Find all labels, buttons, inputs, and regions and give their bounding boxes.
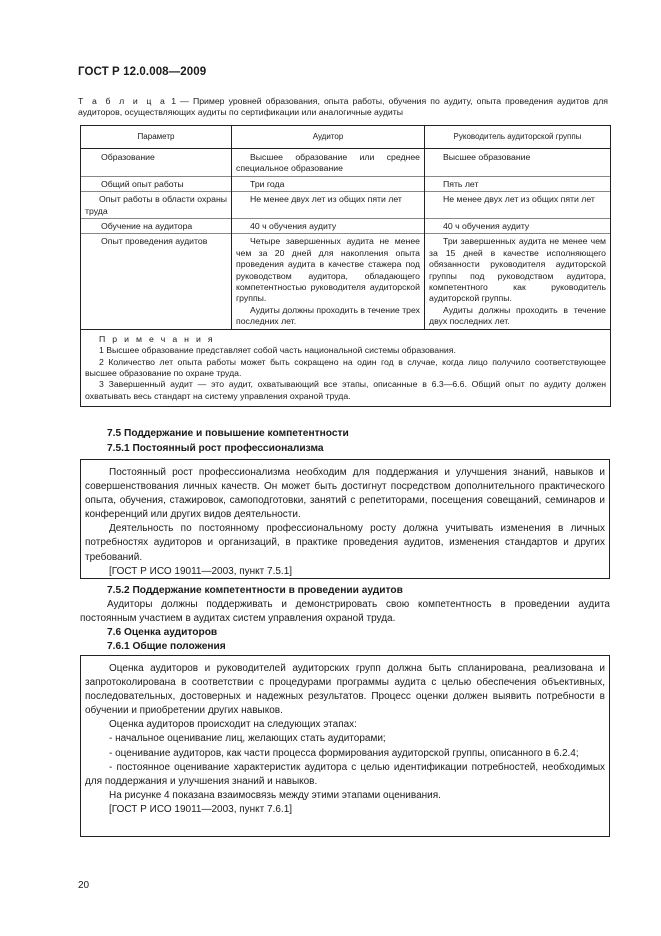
cell-auditor-para: Четыре завершенных аудита не менее чем за 20 дней для накопления опыта проведения аудита в качестве стажера под руководством аудитора, обладающего компетентностью руководителя аудиторской группы. [236, 236, 420, 304]
quote-paragraph: Постоянный рост профессионализма необходим для поддержания и улучшения знаний, навыков и совершенствования личных качеств. Он может быть достигнут посредством дополнительного практического опыта, обучения, стажировок, самоподготовки, занятий с репетиторами, посещения совещаний, семинаров и конференций или других видов деятельности. [85, 467, 605, 521]
note-item: 2 Количество лет опыта работы может быть сокращено на один год в случае, когда лицо получило соответствующее высшее образование по охране труда. [85, 356, 606, 378]
table-row [81, 176, 611, 191]
cell-lead-para: Три завершенных аудита не менее чем за 15 дней в качестве исполняющего обязанности руководителя аудиторской группы под руководством аудитора, компетентного как руководитель аудиторской группы. [429, 236, 606, 304]
cell-lead: Не менее двух лет из общих пяти лет [425, 192, 611, 219]
cell-auditor [232, 234, 425, 329]
table-row [81, 149, 611, 177]
header-lead: Руководитель аудиторской группы [425, 126, 611, 149]
header-auditor: Аудитор [232, 126, 425, 149]
quote-box-7-5-1 [80, 459, 610, 579]
cell-param: Опыт работы в области охраны труда [81, 192, 232, 219]
quote-list-item: - начальное оценивание лиц, желающих стать аудиторами; [109, 733, 386, 745]
quote-list-item: - оценивание аудиторов, как части процесса формирования аудиторской группы, описанного в 6.2.4; [109, 747, 579, 759]
cell-auditor-para: Аудиты должны проходить в течение трех последних лет. [236, 304, 420, 327]
section-7-5-heading: 7.5 Поддержание и повышение компетентности [107, 428, 349, 439]
competence-table [80, 125, 611, 407]
section-7-6-heading: 7.6 Оценка аудиторов [107, 627, 218, 638]
cell-lead: Пять лет [425, 176, 611, 191]
note-item: 3 Завершенный аудит — это аудит, охватывающий все этапы, описанные в 6.3—6.6. Общий опыт по аудиту должен охватывать весь стандарт на систему управления охраной труда. [85, 379, 606, 401]
section-7-6-1-heading: 7.6.1 Общие положения [107, 641, 226, 652]
document-header: ГОСТ Р 12.0.008—2009 [78, 66, 207, 78]
quote-paragraph: Оценка аудиторов происходит на следующих этапах: [109, 719, 357, 731]
quote-reference: [ГОСТ Р ИСО 19011—2003, пункт 7.5.1] [109, 565, 293, 577]
table-header-row [81, 126, 611, 149]
notes-title: П р и м е ч а н и я [99, 333, 215, 344]
header-param: Параметр [81, 126, 232, 149]
cell-lead: 40 ч обучения аудиту [425, 219, 611, 234]
cell-param: Образование [81, 149, 232, 177]
table-notes [81, 329, 611, 406]
page-number: 20 [78, 880, 90, 891]
table-row [81, 219, 611, 234]
cell-param: Общий опыт работы [81, 176, 232, 191]
section-7-5-1-heading: 7.5.1 Постоянный рост профессионализма [107, 443, 324, 454]
section-7-5-2-heading: 7.5.2 Поддержание компетентности в проведении аудитов [107, 585, 403, 596]
quote-paragraph: Деятельность по постоянному профессиональному росту должна учитывать изменения в личных потребностях аудиторов и организаций, в практике проведения аудитов, изменения стандартов и других требований. [85, 523, 605, 563]
cell-lead-para: Аудиты должны проходить в течение двух последних лет. [429, 304, 606, 327]
quote-paragraph: Оценка аудиторов и руководителей аудиторских групп должна быть спланирована, реализована и запротоколирована в соответствии с процедурами программы аудита с целью обеспечения объективных, последовательных, достоверных и надежных результатов. Процесс оценки должен выявить потребности в обучении и приобретении других навыков. [85, 663, 605, 717]
table-row [81, 192, 611, 219]
table-caption-text: 1 — Пример уровней образования, опыта работы, обучения по аудиту, опыта проведения аудитов для аудиторов, осуществляющих аудиты по сертификации или аналогичные аудиты [78, 96, 608, 118]
note-item: 1 Высшее образование представляет собой часть национальной системы образования. [99, 345, 456, 356]
table-notes-row [81, 329, 611, 406]
quote-box-7-6-1 [80, 655, 610, 837]
cell-auditor: 40 ч обучения аудиту [232, 219, 425, 234]
table-caption-label: Т а б л и ц а [78, 96, 168, 106]
quote-reference: [ГОСТ Р ИСО 19011—2003, пункт 7.6.1] [109, 803, 293, 815]
cell-param: Опыт проведения аудитов [81, 234, 232, 329]
section-7-5-2-text: Аудиторы должны поддерживать и демонстрировать свою компетентность в проведении аудита постоянным участием в аудитах систем управления охраной труда. [80, 599, 610, 625]
cell-auditor: Высшее образование или среднее специальное образование [232, 149, 425, 177]
table-caption [78, 96, 608, 119]
cell-lead [425, 234, 611, 329]
quote-paragraph: На рисунке 4 показана взаимосвязь между этими этапами оценивания. [109, 789, 441, 801]
table-row [81, 234, 611, 329]
quote-list-item: - постоянное оценивание характеристик аудитора с целью идентификации потребностей, необходимых для поддержания и улучшения знаний и навыков. [85, 761, 605, 787]
cell-param: Обучение на аудитора [81, 219, 232, 234]
cell-lead: Высшее образование [425, 149, 611, 177]
cell-auditor: Три года [232, 176, 425, 191]
cell-auditor: Не менее двух лет из общих пяти лет [232, 192, 425, 219]
